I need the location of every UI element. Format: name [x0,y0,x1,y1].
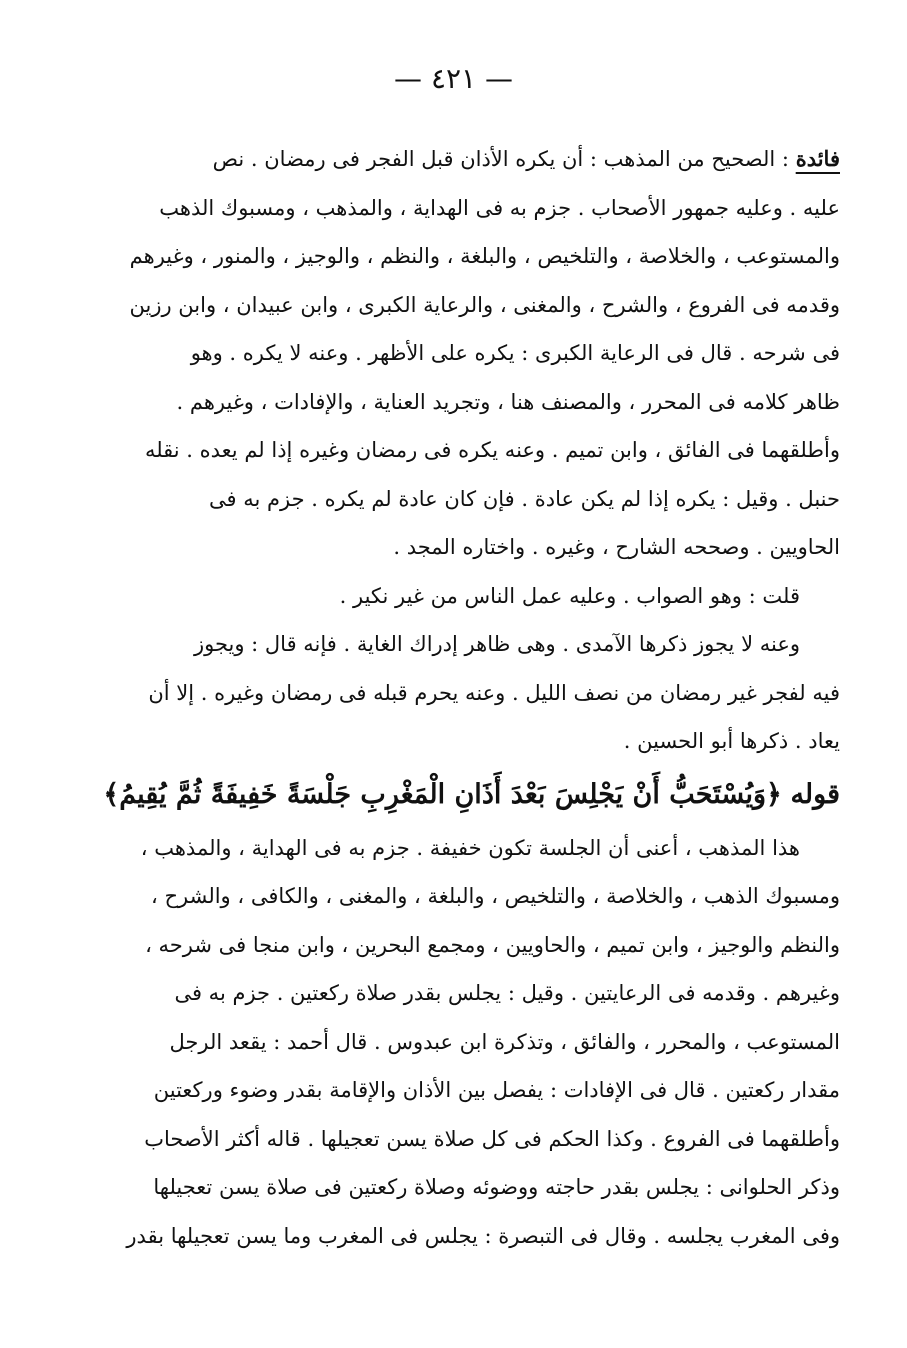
body-line: وعنه لا يجوز ذكرها الآمدى . وهى ظاهر إدراك الغاية . فإنه قال : ويجوز [193,632,800,656]
line-text: : الصحيح من المذهب : أن يكره الأذان قبل الفجر فى رمضان . نص [212,147,796,171]
body-line: وغيرهم . وقدمه فى الرعايتين . وقيل : يجلس بقدر صلاة ركعتين . جزم به فى [174,981,840,1005]
body-line: قلت : وهو الصواب . وعليه عمل الناس من غير نكير . [339,583,800,608]
body-line: ومسبوك الذهب ، والخلاصة ، والتلخيص ، والبلغة ، والمغنى ، والكافى ، والشرح ، [150,884,840,908]
heading-label: قوله [790,778,840,810]
body-line: هذا المذهب ، أعنى أن الجلسة تكون خفيفة . جزم به فى الهداية ، والمذهب ، [140,835,800,860]
body-line: يعاد . ذكرها أبو الحسين . [623,729,840,753]
body-line: والمستوعب ، والخلاصة ، والتلخيص ، والبلغة ، والنظم ، والوجيز ، والمنور ، وغيرهم [129,244,840,268]
body-line: حنبل . وقيل : يكره إذا لم يكن عادة . فإن كان عادة لم يكره . جزم به فى [209,486,840,511]
body-line: والنظم والوجيز ، وابن تميم ، والحاويين ، ومجمع البحرين ، وابن منجا فى شرحه ، [145,932,840,957]
section-heading [80,766,840,824]
body-line: وأطلقهما فى الفروع . وكذا الحكم فى كل صلاة يسن تعجيلها . قاله أكثر الأصحاب [144,1126,840,1151]
page-body [80,135,840,1260]
page-number: — ٤٢١ — [394,62,513,95]
body-line: المستوعب ، والمحرر ، والفائق ، وتذكرة ابن عبدوس . قال أحمد : يقعد الرجل [169,1029,840,1054]
lead-word: فائدة [795,146,840,171]
body-line: عليه . وعليه جمهور الأصحاب . جزم به فى الهداية ، والمذهب ، ومسبوك الذهب [159,195,840,220]
body-line: وفى المغرب يجلسه . وقال فى التبصرة : يجلس فى المغرب وما يسن تعجيلها بقدر [126,1223,840,1248]
body-line: فى شرحه . قال فى الرعاية الكبرى : يكره على الأظهر . وعنه لا يكره . وهو [190,341,840,365]
body-line: وأطلقهما فى الفائق ، وابن تميم . وعنه يكره فى رمضان وغيره إذا لم يعده . نقله [144,438,840,462]
body-line: مقدار ركعتين . قال فى الإفادات : يفصل بين الأذان والإقامة بقدر وضوء وركعتين [153,1078,840,1102]
body-line: وذكر الحلوانى : يجلس بقدر حاجته ووضوئه وصلاة ركعتين فى صلاة يسن تعجيلها [153,1175,840,1199]
heading-quote: ﴿وَيُسْتَحَبُّ أَنْ يَجْلِسَ بَعْدَ أَذَانِ الْمَغْرِبِ جَلْسَةً خَفِيفَةً ثُمَّ يُقِيمُ﴾ [103,778,782,810]
body-line [80,135,840,184]
body-line: فيه لفجر غير رمضان من نصف الليل . وعنه يحرم قبله فى رمضان وغيره . إلا أن [148,680,840,705]
body-line: وقدمه فى الفروع ، والشرح ، والمغنى ، والرعاية الكبرى ، وابن عبيدان ، وابن رزين [129,292,840,317]
body-line: ظاهر كلامه فى المحرر ، والمصنف هنا ، وتجريد العناية ، والإفادات ، وغيرهم . [176,389,840,414]
body-line: الحاويين . وصححه الشارح ، وغيره . واختاره المجد . [393,535,840,559]
